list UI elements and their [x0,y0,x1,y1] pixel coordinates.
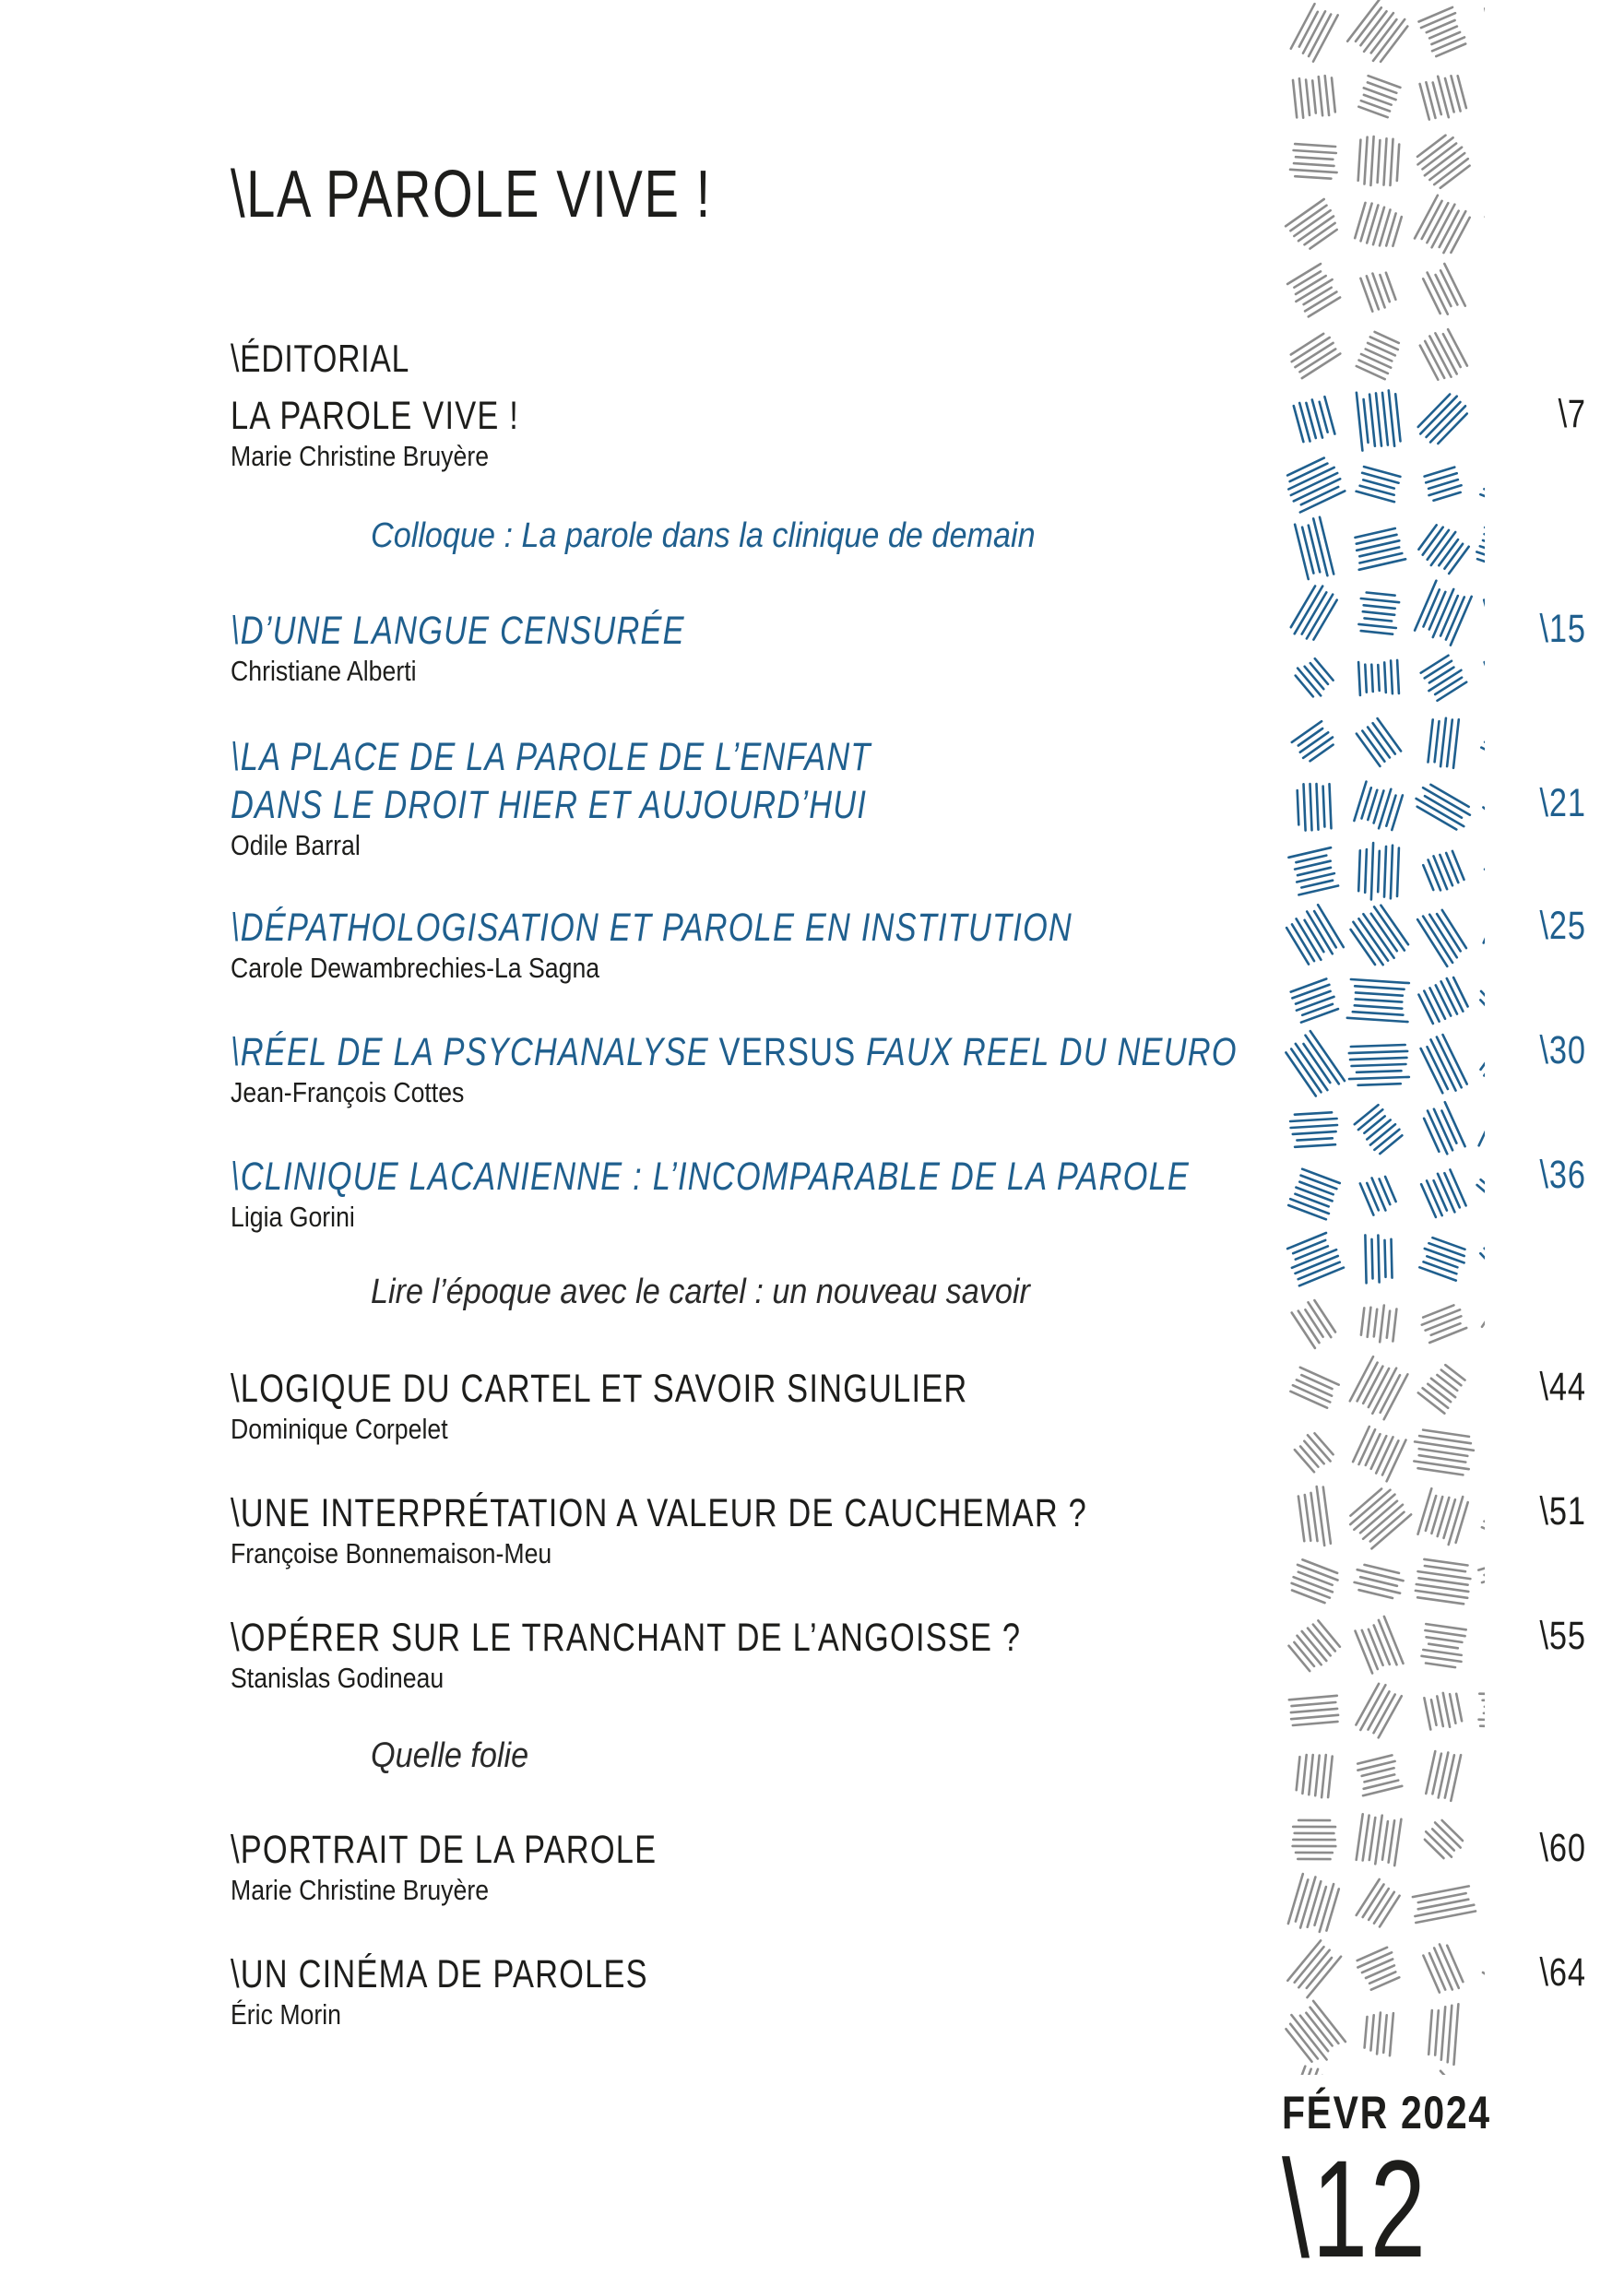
hatch-stroke [1482,1298,1485,1327]
hatch-stroke [1286,2067,1305,2075]
hatch-stroke [1295,176,1331,179]
entry-author: Carole Dewambrechies-La Sagna [231,952,1396,985]
hatch-stroke [1427,20,1455,32]
hatch-stroke [1360,278,1372,312]
entry-author: Stanislas Godineau [231,1662,1396,1695]
hatch-stroke [1289,1696,1337,1700]
hatch-stroke [1370,136,1373,185]
entry-title-part2: VERSUS [709,1030,866,1074]
hatch-stroke [1304,288,1332,304]
entry-page-number: \44 [1540,1365,1586,1410]
entry-title: \LOGIQUE DU CARTEL ET SAVOIR SINGULIER [231,1365,1315,1413]
hatch-stroke [1332,77,1335,112]
hatch-stroke [1295,1144,1335,1147]
entry-author: Françoise Bonnemaison-Meu [231,1537,1396,1570]
hatch-stroke [1443,1693,1450,1727]
hatch-stroke [1418,1578,1467,1584]
hatch-stroke [1291,1715,1338,1719]
hatch-stroke [1370,337,1398,349]
hatch-stroke [1441,1111,1456,1143]
subhead-colloque: Colloque : La parole dans la clinique de demain [371,516,1036,556]
hatch-stroke [1374,1309,1377,1337]
hatch-stroke [1287,1233,1326,1249]
subhead-folie: Quelle folie [371,1736,528,1776]
hatch-stroke [1423,1305,1453,1317]
entry-title-part3: FAUX REEL DU NEURO [866,1030,1238,1074]
hatch-stroke [1417,1597,1464,1604]
hatch-stroke [1296,157,1333,160]
entry-page-number: \7 [1559,392,1586,437]
hatch-stroke [1299,78,1303,118]
hatch-stroke [1380,1135,1402,1154]
hatch-stroke [1365,137,1368,184]
entry-author: Dominique Corpelet [231,1413,1396,1446]
hatch-stroke [1483,1700,1485,1701]
hatch-stroke [1353,1012,1404,1015]
page-title: \LA PAROLE VIVE ! [231,157,712,232]
entry-title: \UN CINÉMA DE PAROLES [231,1950,1315,1998]
hatch-stroke [1328,1757,1333,1798]
hatch-stroke [1358,140,1361,181]
entry-author: Éric Morin [231,1998,1396,2031]
hatch-stroke [1481,991,1485,1028]
hatch-stroke [1312,80,1316,113]
entry-page-number: \30 [1540,1028,1586,1073]
entry-title: \OPÉRER SUR LE TRANCHANT DE L’ANGOISSE ? [231,1614,1315,1662]
hatch-stroke [1296,1246,1328,1259]
hatch-stroke [1356,999,1403,1001]
hatch-stroke [1436,44,1465,57]
entry-author: Jean-François Cottes [231,1076,1396,1109]
hatch-stroke [1425,1249,1464,1262]
hatch-stroke [1291,1709,1337,1712]
toc-entry-editorial[interactable] [231,392,1586,473]
entry-author: Odile Barral [231,829,1396,862]
hatch-stroke [1441,981,1457,1013]
entry-author: Marie Christine Bruyère [231,1874,1396,1907]
hatch-stroke [1378,1236,1379,1283]
hatch-stroke [1291,1125,1337,1128]
hatch-stroke [1292,1702,1336,1706]
hatch-stroke [1425,148,1462,176]
hatch-stroke [1477,559,1485,575]
issue-number: \12 [1282,2139,1428,2278]
hatch-stroke [1367,593,1395,596]
hatch-stroke [1361,598,1399,602]
entry-author: Marie Christine Bruyère [231,440,1396,473]
hatch-stroke [1387,1311,1390,1338]
hatch-stroke [1421,13,1455,28]
hatch-stroke [1450,1694,1455,1723]
hatch-stroke [1380,1306,1384,1343]
hatch-stroke [1364,13,1393,52]
toc-entry[interactable] [231,1365,1586,1446]
hatch-stroke [1294,163,1334,166]
hatch-stroke [1297,1138,1332,1140]
entry-title-line2: DANS LE DROIT HIER ET AUJOURD’HUI [231,781,1315,829]
hatch-stroke [1419,1455,1466,1462]
hatch-stroke [1480,1000,1485,1027]
hatch-stroke [1424,1698,1430,1729]
hatch-stroke [1385,1240,1386,1277]
hatch-stroke [1418,525,1436,549]
hatch-stroke [1431,1700,1437,1725]
hatch-stroke [1309,526,1320,573]
hatch-stroke [1293,1131,1336,1134]
hatch-stroke [1418,1571,1471,1579]
hatch-stroke [1292,985,1329,999]
entry-title: \CLINIQUE LACANIENNE : L’INCOMPARABLE DE LA PAROLE [231,1153,1315,1201]
hatch-stroke [1436,985,1451,1015]
hatch-stroke [1432,37,1464,51]
hatch-stroke [1392,1239,1393,1278]
hatch-stroke [1302,1755,1306,1794]
entry-author: Christiane Alberti [231,655,1396,688]
hatch-stroke [1295,1112,1332,1114]
hatch-stroke [1294,271,1321,287]
hatch-stroke [1293,1240,1325,1253]
hatch-stroke [1429,1328,1466,1343]
hatch-stroke [1320,517,1334,574]
hatch-stroke [1424,1261,1457,1273]
entry-page-number: \55 [1540,1614,1586,1659]
hatch-stroke [1361,1308,1364,1334]
entry-page-number: \21 [1540,781,1586,826]
entry-page-number: \25 [1540,904,1586,949]
hatch-stroke [1292,1591,1325,1604]
hatch-stroke [1295,1450,1314,1472]
hatch-stroke [1456,1694,1462,1722]
hatch-stroke [1309,1755,1312,1794]
hatch-stroke [1365,1774,1395,1782]
toc-entry[interactable] [231,1826,1586,1907]
entry-title: LA PAROLE VIVE ! [231,392,1315,440]
toc-entry[interactable] [231,1489,1586,1570]
hatch-stroke [1369,76,1401,88]
toc-entry[interactable] [231,1614,1586,1695]
hatch-stroke [1419,7,1453,22]
entry-title [231,1028,1315,1076]
hatch-stroke [1426,1316,1462,1330]
subhead-cartel: Lire l’époque avec le cartel : un nouveau savoir [371,1273,1030,1312]
hatch-stroke [1301,1009,1338,1023]
hatch-stroke [1297,997,1334,1011]
hatch-stroke [1301,881,1333,888]
entry-title: \UNE INTERPRÉTATION A VALEUR DE CAUCHEMAR ? [231,1489,1315,1537]
hatch-stroke [1347,0,1379,41]
hatch-stroke [1424,1119,1439,1152]
hatch-stroke [1319,77,1322,115]
entry-page-number: \36 [1540,1153,1586,1198]
toc-entry[interactable] [231,1950,1586,2031]
hatch-stroke [1290,170,1337,172]
hatch-stroke [1296,991,1331,1004]
hatch-stroke [1480,1253,1485,1286]
toc-entry[interactable] [231,1153,1586,1234]
toc-entry[interactable] [231,904,1586,985]
entry-title: \PORTRAIT DE LA PAROLE [231,1826,1315,1874]
toc-entry[interactable] [231,1028,1586,1109]
entry-page-number: \15 [1540,607,1586,652]
hatch-stroke [1355,1005,1403,1008]
hatch-stroke [1293,1722,1338,1725]
entry-title: \DÉPATHOLOGISATION ET PAROLE EN INSTITUTION [231,904,1315,952]
hatch-stroke [1298,1572,1333,1585]
hatch-stroke [1290,1119,1337,1121]
hatch-stroke [1368,343,1395,356]
hatch-stroke [1430,988,1446,1018]
hatch-stroke [1479,1720,1486,1722]
hatch-stroke [1484,1713,1485,1714]
hatch-stroke [1422,1309,1460,1324]
hatch-stroke [1416,1912,1476,1924]
hatch-stroke [1295,525,1309,579]
hatch-stroke [1373,19,1405,61]
hatch-stroke [1444,544,1463,569]
hatch-stroke [1355,986,1404,989]
hatch-stroke [1367,276,1379,309]
hatch-stroke [1419,1449,1468,1456]
hatch-stroke [1292,1583,1330,1598]
hatch-stroke [1419,1267,1456,1280]
hatch-stroke [1437,1696,1443,1726]
hatch-stroke [1306,80,1310,115]
hatch-stroke [1393,1309,1396,1342]
hatch-stroke [1295,144,1335,147]
entry-page-number: \60 [1540,1826,1586,1871]
entry-title: \D’UNE LANGUE CENSURÉE [231,607,1315,655]
entry-author: Ligia Gorini [231,1201,1396,1234]
hatch-stroke [1325,76,1329,115]
hatch-stroke [1322,1755,1326,1797]
toc-entry[interactable] [231,607,1586,688]
hatch-stroke [1391,139,1393,185]
toc-entry[interactable] [231,733,1586,862]
hatch-stroke [1480,1726,1485,1728]
hatch-stroke [1294,1577,1333,1592]
hatch-stroke [1364,1116,1384,1132]
hatch-stroke [1372,274,1384,308]
entry-page-number: \64 [1540,1950,1586,1996]
hatch-stroke [1357,366,1385,379]
hatch-stroke [1315,1756,1320,1796]
hatch-stroke [1428,1243,1464,1256]
hatch-stroke [1293,80,1297,118]
hatch-stroke [1286,199,1324,226]
hatch-stroke [1418,995,1433,1024]
hatch-stroke [1418,1468,1464,1475]
hatch-stroke [1416,1591,1467,1598]
entry-title-part1: \RÉEL DE LA PSYCHANALYSE [231,1030,709,1074]
hatch-stroke [1384,138,1387,184]
hatch-stroke [1313,518,1327,575]
hatch-stroke [1378,140,1381,183]
hatch-stroke [1361,354,1391,368]
hatch-stroke [1372,1239,1373,1279]
hatch-stroke [1480,494,1485,510]
hatch-stroke [1367,1120,1390,1140]
section-label-editorial: \ÉDITORIAL [231,337,409,381]
hatch-stroke [1305,1309,1322,1336]
hatch-stroke [1424,991,1439,1022]
hatch-stroke [1397,145,1399,182]
entry-page-number: \51 [1540,1489,1586,1534]
hatch-stroke [1440,2071,1470,2075]
issue-date: FÉVR 2024 [1282,2086,1491,2139]
hatch-stroke [1431,32,1460,44]
hatch-stroke [1428,860,1440,891]
hatch-stroke [1356,992,1403,995]
hatch-stroke [1347,1018,1408,1022]
hatch-stroke [1417,1584,1469,1592]
hatch-stroke [1294,150,1336,153]
hatch-stroke [1368,1308,1371,1337]
hatch-stroke [1436,275,1452,306]
entry-title-line1: \LA PLACE DE LA PAROLE DE L’ENFANT [231,733,1315,781]
hatch-stroke [1365,1235,1366,1283]
hatch-stroke [1359,361,1388,373]
hatch-stroke [1300,1447,1318,1467]
hatch-stroke [1297,1757,1300,1790]
